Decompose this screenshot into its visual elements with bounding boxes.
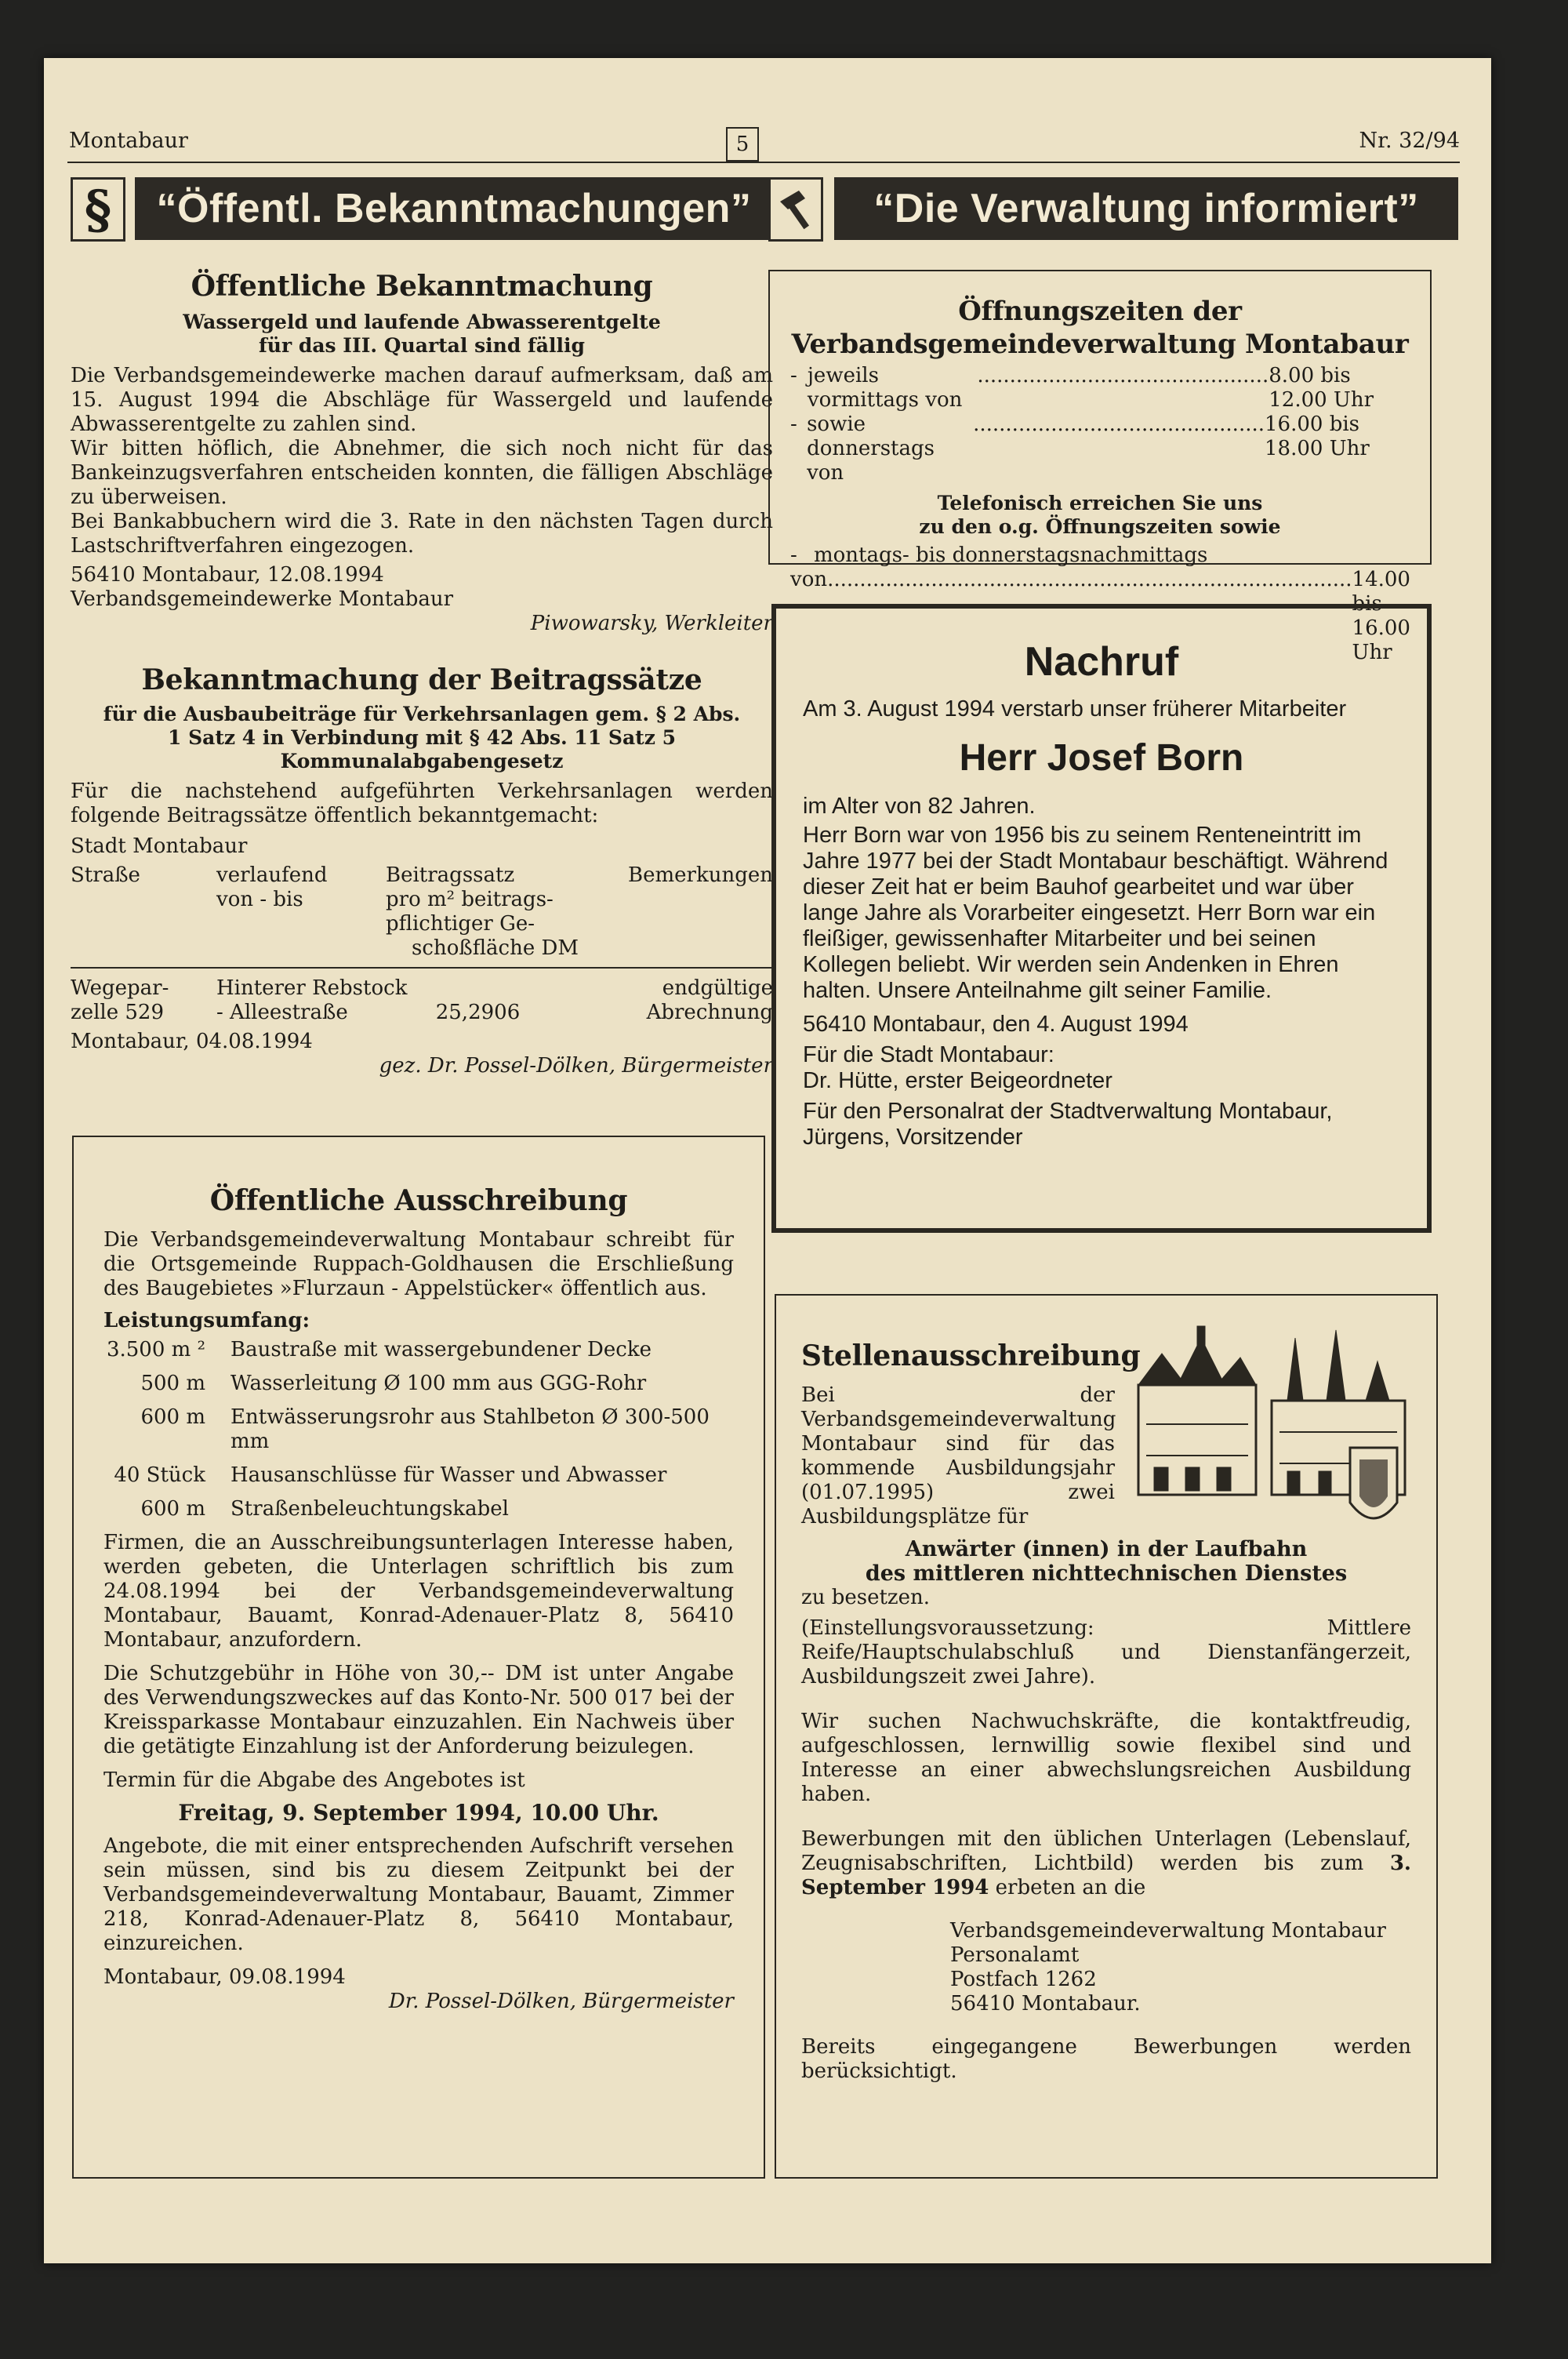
scope-quantity: 3.500 m ² (106, 1338, 205, 1361)
header-line: verlaufend (216, 863, 328, 887)
address-line: Postfach 1262 (950, 1968, 1097, 1991)
text-run: Bewerbungen mit den üblichen Unterlagen (Lebenslauf, Zeugnisabschriften, Lichtbild) werden bis zum (801, 1827, 1411, 1875)
scope-description: Straßenbeleuchtungskabel (230, 1497, 509, 1521)
organization: Verbandsgemeindewerke Montabaur (71, 587, 454, 611)
notice-contribution-rates (71, 663, 773, 1078)
cell-line: zelle 529 (71, 1001, 164, 1024)
scope-description: Wasserleitung Ø 100 mm aus GGG-Rohr (230, 1372, 647, 1395)
notice-water-fees (71, 270, 773, 636)
job-position: des mittleren nichttechnischen Dienstes (865, 1561, 1348, 1586)
paragraph: Angebote, die mit einer entsprechenden Aufschrift versehen sein müssen, sind bis zu diesem Zeitpunkt bei der Verbandsgemeindeverwaltung Montabaur, Bauamt, Zimmer 218, Konrad-Adenauer-Platz 8, 56410 Montabaur, einzureichen. (103, 1834, 734, 1955)
cell-line: Hinterer Rebstock (216, 976, 408, 1000)
job-intro: Bei der Verbandsgemeindeverwaltung Montabaur sind für das kommende Ausbildungsjahr (01.07.1995) zwei Ausbildungsplätze für (801, 1383, 1116, 1528)
cell-line: Abrechnung (646, 1001, 773, 1024)
newspaper-page (44, 58, 1491, 2263)
scope-quantity: 40 Stück (114, 1463, 205, 1487)
paragraph: Wir bitten höflich, die Abnehmer, die sich noch nicht für das Bankeinzugsverfahren entscheiden konnten, die fälligen Abschläge zu überweisen. (71, 437, 773, 509)
header-line: von - bis (216, 888, 303, 911)
header-line: schoßfläche DM (412, 936, 579, 960)
table-cell (579, 976, 773, 1025)
right-section-banner: “Die Verwaltung informiert” (834, 177, 1458, 240)
signature: Dr. Possel-Dölken, Bürgermeister (388, 1990, 734, 2013)
job-advert-box (775, 1294, 1438, 2179)
scope-item (103, 1372, 734, 1396)
hours-time: 14.00 bis 16.00 Uhr (1352, 568, 1410, 664)
hours-row: - jeweils vormittags von ............................................. 8.00 bis 12.00 Uhr (790, 364, 1410, 413)
hours-label: sowie donnerstags von (807, 413, 935, 485)
notice-title: Bekanntmachung der Beitragssätze (141, 663, 702, 696)
header-rule (67, 162, 1460, 163)
header-cell: Straße (71, 863, 140, 887)
signature: Piwowarsky, Werkleiter (530, 612, 773, 635)
obituary-signature: Für die Stadt Montabaur: (803, 1042, 1054, 1067)
address-line: 56410 Montabaur. (950, 1992, 1141, 2016)
place-date: 56410 Montabaur, 12.08.1994 (71, 563, 384, 587)
scope-item (103, 1405, 734, 1454)
hours-row: - sowie donnerstags von ............................................. 16.00 bis 18.00 Uhr (790, 413, 1410, 485)
cell-line: endgültige (662, 976, 773, 1000)
notice-subtitle: Kommunalabgabengesetz (280, 750, 564, 772)
hours-row: von ................................................................................. 14.00 bis 16.00 Uhr (790, 568, 1410, 664)
scope-quantity: 500 m (140, 1372, 205, 1395)
place-date: Montabaur, 09.08.1994 (103, 1965, 346, 1989)
hours-title: Verbandsgemeindeverwaltung Montabaur (791, 329, 1409, 360)
tender-box (72, 1136, 765, 2179)
header-line: pflichtiger Ge- (386, 912, 535, 936)
hours-label: jeweils vormittags von (807, 364, 963, 412)
obituary-signature: Dr. Hütte, erster Beigeordneter (803, 1068, 1112, 1093)
issue-number: Nr. 32/94 (1359, 129, 1460, 153)
paragraph: Bei Bankabbuchern wird die 3. Rate in den nächsten Tagen durch Lastschriftverfahren eingezogen. (71, 510, 773, 558)
deadline: Freitag, 9. September 1994, 10.00 Uhr. (178, 1800, 659, 1826)
paragraph: Die Verbandsgemeindeverwaltung Montabaur schreibt für die Ortsgemeinde Ruppach-Goldhausen die Erschließung des Baugebietes »Flurzaun - Appelstücker« öffentlich aus. (103, 1228, 734, 1300)
scope-item (103, 1497, 734, 1521)
hours-label: von (790, 568, 828, 591)
hammer-icon (768, 177, 823, 242)
paragraph: Für die nachstehend aufgeführten Verkehrsanlagen werden folgende Beitragssätze öffentlich bekanntgemacht: (71, 780, 773, 827)
job-requirements: (Einstellungsvoraussetzung: Mittlere Reife/Hauptschulabschluß und Dienstanfängerzeit, Ausbildungszeit zwei Jahre). (801, 1616, 1411, 1688)
application-deadline: 3. September 1994 (801, 1852, 1411, 1899)
hours-time: 8.00 bis 12.00 Uhr (1269, 364, 1374, 412)
obituary-signature: Für den Personalrat der Stadtverwaltung Montabaur, (803, 1099, 1333, 1124)
header-town: Montabaur (69, 129, 188, 153)
notice-subtitle: 1 Satz 4 in Verbindung mit § 42 Abs. 11 Satz 5 (167, 726, 677, 749)
notice-title: Öffentliche Ausschreibung (209, 1184, 628, 1217)
job-to-fill: zu besetzen. (801, 1586, 931, 1609)
scope-description: Baustraße mit wassergebundener Decke (230, 1338, 652, 1361)
header-cell (216, 863, 386, 961)
scope-item (103, 1463, 734, 1488)
job-profile: Wir suchen Nachwuchskräfte, die kontaktfreudig, aufgeschlossen, lernwillig sowie flexibel sind und Interesse an einer abwechslungsreichen Ausbildung haben. (801, 1710, 1411, 1806)
scope-description: Entwässerungsrohr aus Stahlbeton Ø 300-500 mm (230, 1405, 710, 1453)
job-position: Anwärter (innen) in der Laufbahn (905, 1537, 1308, 1561)
cell-line: - Alleestraße (216, 1001, 348, 1024)
rate-value: 25,2906 (435, 1001, 521, 1024)
obituary-title: Nachruf (1024, 639, 1179, 685)
address-block (950, 1919, 1411, 2016)
scope-item (103, 1338, 734, 1362)
phone-line: zu den o.g. Öffnungszeiten sowie (919, 515, 1281, 538)
obituary-intro: Am 3. August 1994 verstarb unser früherer Mitarbeiter (803, 696, 1347, 722)
address-line: Verbandsgemeindeverwaltung Montabaur (950, 1919, 1386, 1943)
scope-label: Leistungsumfang: (103, 1309, 310, 1332)
table-row (71, 976, 773, 1025)
address-line: Personalamt (950, 1943, 1080, 1967)
paragraph-icon: § (71, 177, 125, 242)
job-note: Bereits eingegangene Bewerbungen werden berücksichtigt. (801, 2035, 1411, 2083)
table-rule (71, 967, 773, 969)
obituary-box (771, 604, 1432, 1233)
hours-row: - montags- bis donnerstagsnachmittags (790, 543, 1208, 567)
cell-line: Wegepar- (71, 976, 169, 1000)
notice-title: Öffentliche Bekanntmachung (191, 270, 653, 303)
scope-quantity: 600 m (140, 1497, 205, 1521)
text-run: erbeten an die (989, 1876, 1146, 1899)
notice-subtitle: für die Ausbaubeiträge für Verkehrsanlagen gem. § 2 Abs. (103, 703, 741, 725)
paragraph: Die Schutzgebühr in Höhe von 30,-- DM ist unter Angabe des Verwendungszweckes auf das Konto-Nr. 500 017 bei der Kreissparkasse Montabaur einzuzahlen. Ein Nachweis über die getätigte Einzahlung ist der Anforderung beizulegen. (103, 1662, 734, 1758)
job-title: Stellenausschreibung (801, 1339, 1141, 1372)
scope-description: Hausanschlüsse für Wasser und Abwasser (230, 1463, 667, 1487)
hours-label: montags- bis donnerstagsnachmittags (814, 543, 1208, 567)
notice-subtitle-2: für das III. Quartal sind fällig (259, 334, 585, 357)
deceased-name: Herr Josef Born (959, 737, 1244, 779)
place-date: Montabaur, 04.08.1994 (71, 1030, 313, 1053)
phone-line: Telefonisch erreichen Sie uns (937, 492, 1263, 514)
obituary-signature: Jürgens, Vorsitzender (803, 1125, 1023, 1150)
notice-subtitle-1: Wassergeld und laufende Abwasserentgelte (183, 311, 661, 333)
table-header (71, 863, 773, 961)
hours-title: Öffnungszeiten der (958, 296, 1242, 327)
obituary-age: im Alter von 82 Jahren. (803, 794, 1036, 819)
obituary-place-date: 56410 Montabaur, den 4. August 1994 (803, 1012, 1189, 1037)
rates-table (71, 863, 773, 1025)
header-line: pro m² beitrags- (386, 888, 554, 911)
scope-list (103, 1338, 734, 1521)
hours-time: 16.00 bis 18.00 Uhr (1265, 413, 1370, 460)
left-section-banner: “Öffentl. Bekanntmachungen” (135, 177, 773, 240)
header-cell (386, 863, 579, 961)
city-label: Stadt Montabaur (71, 834, 248, 858)
table-cell (216, 976, 579, 1025)
town-skyline-illustration (1131, 1322, 1413, 1542)
signature: gez. Dr. Possel-Dölken, Bürgermeister (379, 1054, 773, 1078)
table-cell (71, 976, 216, 1025)
job-application-info (801, 1827, 1411, 1900)
paragraph: Termin für die Abgabe des Angebotes ist (103, 1768, 525, 1792)
page-number: 5 (726, 127, 759, 162)
paragraph: Firmen, die an Ausschreibungsunterlagen Interesse haben, werden gebeten, die Unterlagen schriftlich bis zum 24.08.1994 bei der Verbandsgemeindeverwaltung Montabaur, Bauamt, Konrad-Adenauer-Platz 8, 56410 Montabaur, anzufordern. (103, 1531, 734, 1652)
scope-quantity: 600 m (140, 1405, 205, 1429)
header-line: Beitragssatz (386, 863, 515, 887)
paragraph: Die Verbandsgemeindewerke machen darauf aufmerksam, daß am 15. August 1994 die Abschläge für Wassergeld und laufende Abwasserentgelte zu zahlen sind. (71, 364, 773, 436)
obituary-body: Herr Born war von 1956 bis zu seinem Renteneintritt im Jahre 1977 bei der Stadt Montabaur beschäftigt. Während dieser Zeit hat er beim Bauhof gearbeitet und war über lange Jahre als Vorarbeiter eingesetzt. Herr Born war ein fleißiger, gewissenhafter Mitarbeiter und bei seinen Kollegen beliebt. Wir werden sein Andenken in Ehren halten. Unsere Anteilnahme gilt seiner Familie. (803, 823, 1388, 1003)
header-cell: Bemerkungen (628, 863, 773, 887)
